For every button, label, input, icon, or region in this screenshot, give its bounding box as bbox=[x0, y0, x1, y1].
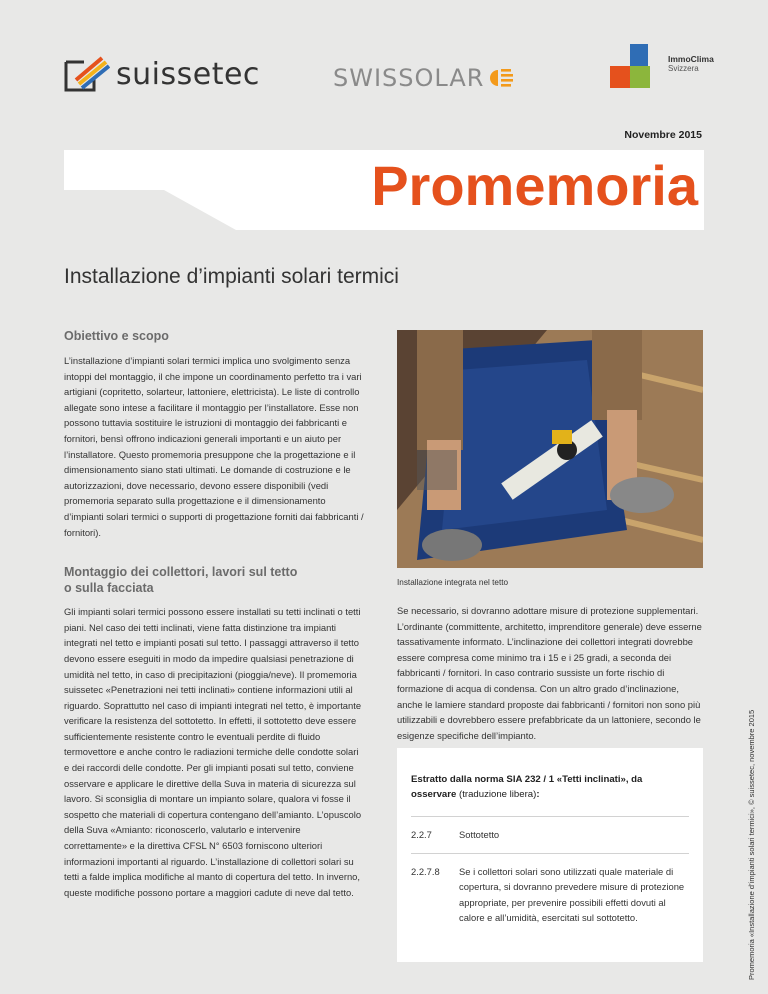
extract-row-text: Se i collettori solari sono utilizzati quale materiale di copertura, si dovranno prevedere misure di protezione appropriate, per prevenire possibili effetti dovuti al calore e all’umidità, esercitati sul sottotetto. bbox=[459, 865, 685, 924]
vertical-footer bbox=[733, 540, 755, 980]
section-heading-objective: Obiettivo e scopo bbox=[64, 329, 169, 343]
extract-divider bbox=[411, 853, 689, 854]
extract-heading-bold: Estratto dalla norma SIA 232 / 1 «Tetti inclinati», da osservare bbox=[411, 774, 643, 800]
page-title: Promemoria bbox=[371, 154, 698, 217]
swissolar-logo bbox=[333, 64, 515, 92]
extract-heading bbox=[411, 772, 689, 802]
title-banner bbox=[64, 150, 704, 230]
swissolar-wordmark: SWISSOLAR bbox=[333, 64, 485, 92]
photo-caption: Installazione integrata nel tetto bbox=[397, 578, 509, 587]
right-paragraph: Se necessario, si dovranno adottare misure di protezione supplementari. L’ordinante (committente, architetto, imprenditore generale) deve esserne tassativamente informato. L’inclinazione dei collettori integrati dovrebbe essere compresa come minimo tra i 15 e i 25 gradi, a seconda dei fabbricanti / fornitori. In caso contrario sussiste un forte rischio di formazione di acqua di condensa. Con un altro grado d’inclinazione, anche le lamiere standard proposte dai fabbricanti / fornitori non sono più utilizzabili e dovrebbero essere prefabbricate da un lattoniere, secondo le esigenze specifiche dell’impianto. bbox=[397, 605, 702, 741]
extract-row bbox=[411, 827, 689, 843]
extract-heading-colon: : bbox=[536, 789, 540, 800]
immoclima-sub: Svizzera bbox=[668, 64, 699, 73]
extract-divider bbox=[411, 816, 689, 817]
mounting-heading-line2: o sulla facciata bbox=[64, 581, 154, 596]
immoclima-name: ImmoClima bbox=[668, 54, 714, 64]
objective-paragraph: L’installazione d’impianti solari termici implica uno svolgimento senza intoppi del montaggio, il che impone un coordinamento perfetto tra i vari artigiani (copritetto, solarteur, lattoniere, elettricista). Le liste di controllo allegate sono intese a facilitare il montaggio per l’installatore. Esse non possono tuttavia sostituire le istruzioni di montaggio dei fabbricanti e fornitori, bensì offrono indicazioni generali importanti e un aiuto per l’installatore. Questo promemoria presuppone che la progettazione e il dimensionamento siano stati ultimati. Le domande di costruzione e le autorizzazioni, dove necessario, devono essere disponibili (vedi promemoria separato sulla progettazione e il dimensionamento d’impianti solari termici o supporti di progettazione forniti dai fabbricanti / fornitori). bbox=[64, 355, 364, 538]
extract-row bbox=[411, 864, 689, 926]
section-heading-mounting bbox=[64, 564, 364, 596]
mounting-heading-line1: Montaggio dei collettori, lavori sul tetto bbox=[64, 565, 298, 580]
installation-photo bbox=[397, 330, 703, 568]
left-column bbox=[64, 328, 364, 900]
copyright-note: Promemoria «Installazione d’impianti solari termici», © suissetec, novembre 2015 bbox=[747, 709, 756, 980]
sun-icon bbox=[487, 67, 515, 89]
right-column bbox=[397, 603, 702, 743]
sia-extract-box bbox=[397, 748, 703, 962]
extract-row-text: Sottotetto bbox=[459, 829, 500, 840]
suissetec-wordmark: suissetec bbox=[116, 56, 260, 92]
immoclima-squares-icon bbox=[610, 42, 666, 92]
suissetec-mark-icon bbox=[64, 56, 110, 92]
mounting-paragraph: Gli impianti solari termici possono essere installati su tetti inclinati o tetti piani. Nel caso dei tetti inclinati, viene fatta distinzione tra impianti integrati nel tetto e impianti posati sul tetto. I passaggi attraverso il tetto devono essere eseguiti in modo da impedire qualsiasi penetrazione di umidità nel tetto, in caso di precipitazioni (pioggia/neve). Il promemoria suissetec «Penetrazioni nei tetti inclinati» contiene informazioni utili al riguardo. Soprattutto nel caso di impianti integrati nel tetto, è importante verificare la resistenza del sottotetto. In effetti, il sottotetto deve essere sufficientemente resistente contro le eventuali perdite di fluido termovettore e anche contro le radiazioni termiche delle condotte solari e dei raccordi delle condotte. Per gli impianti posati sul tetto, conviene osservare e applicare le direttive della Suva in materia di sicurezza sul lavoro. Si sconsiglia di montare un impianto solare, qualora vi fosse il sospetto che materiali di copertura contengano dell’amianto. L’opuscolo della Suva «Amianto: riconoscerlo, valutarlo e intervenire correttamente» e la direttiva CFSL N° 6503 forniscono ulteriori informazioni importanti al riguardo. L’installazione di collettori solari su tetti a falde implica modifiche al manto di copertura del tetto. In inverno, queste modifiche possono portare a maggiori cadute di neve dal tetto. bbox=[64, 606, 362, 898]
issue-date: Novembre 2015 bbox=[624, 129, 702, 141]
extract-row-number: 2.2.7 bbox=[411, 829, 432, 840]
suissetec-logo bbox=[64, 56, 260, 92]
extract-row-number: 2.2.7.8 bbox=[411, 865, 440, 877]
document-subtitle: Installazione d’impianti solari termici bbox=[64, 265, 399, 288]
extract-heading-normal: (traduzione libera) bbox=[456, 789, 537, 800]
